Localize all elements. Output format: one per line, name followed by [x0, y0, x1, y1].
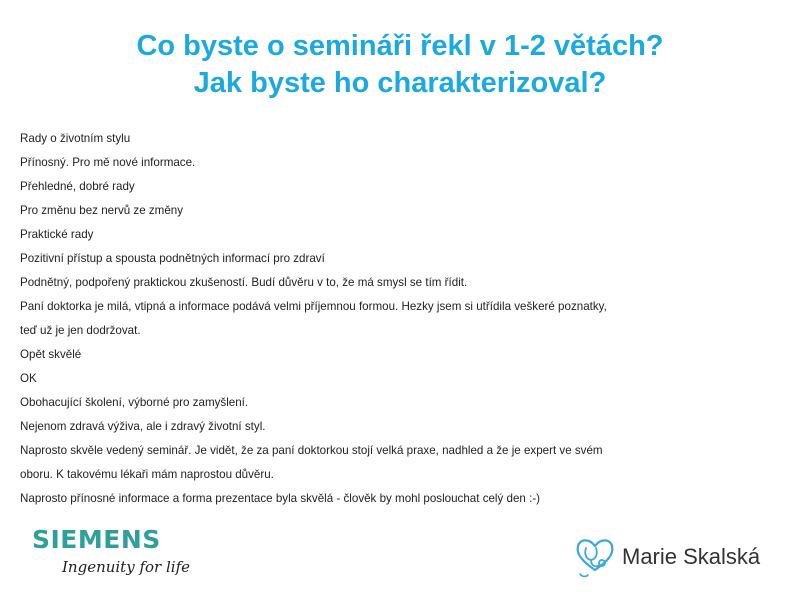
title-line-1: Co byste o semináři řekl v 1-2 větách?: [136, 30, 664, 62]
list-item: Nejenom zdravá výživa, ale i zdravý životní styl.: [20, 420, 266, 433]
siemens-wordmark: SIEMENS: [32, 525, 161, 554]
list-item: OK: [20, 372, 37, 385]
list-item: Přehledné, dobré rady: [20, 180, 135, 193]
feedback-list: [20, 127, 780, 511]
list-item: Paní doktorka je milá, vtipná a informace podává velmi příjemnou formou. Hezky jsem si utřídila veškeré poznatky,: [20, 300, 607, 313]
list-item: Přínosný. Pro mě nové informace.: [20, 156, 196, 169]
list-item: Pro změnu bez nervů ze změny: [20, 204, 184, 217]
list-item: Opět skvělé: [20, 348, 82, 361]
siemens-logo: [32, 526, 212, 586]
list-item: Pozitivní přístup a spousta podnětných informací pro zdraví: [20, 252, 325, 265]
list-item: Naprosto přínosné informace a forma prezentace byla skvělá - člověk by mohl poslouchat celý den :-): [20, 492, 541, 505]
list-item: Naprosto skvěle vedený seminář. Je vidět, že za paní doktorkou stojí velká praxe, nadhled a že je expert ve svém: [20, 444, 603, 457]
marie-skalska-logo: [572, 534, 782, 584]
list-item: Praktické rady: [20, 228, 94, 241]
list-item: Podnětný, podpořený praktickou zkušeností. Budí důvěru v to, že má smysl se tím řídit.: [20, 276, 468, 289]
list-item: Rady o životním stylu: [20, 132, 131, 145]
marie-skalska-name: Marie Skalská: [622, 544, 761, 569]
title-line-2: Jak byste ho charakterizoval?: [193, 67, 607, 99]
list-item: teď už je jen dodržovat.: [20, 324, 141, 337]
heart-stethoscope-icon: [572, 534, 618, 580]
page-title: [0, 28, 800, 102]
list-item: oboru. K takovému lékaři mám naprostou důvěru.: [20, 468, 274, 481]
list-item: Obohacující školení, výborné pro zamyšlení.: [20, 396, 249, 409]
siemens-tagline: Ingenuity for life: [62, 558, 190, 576]
